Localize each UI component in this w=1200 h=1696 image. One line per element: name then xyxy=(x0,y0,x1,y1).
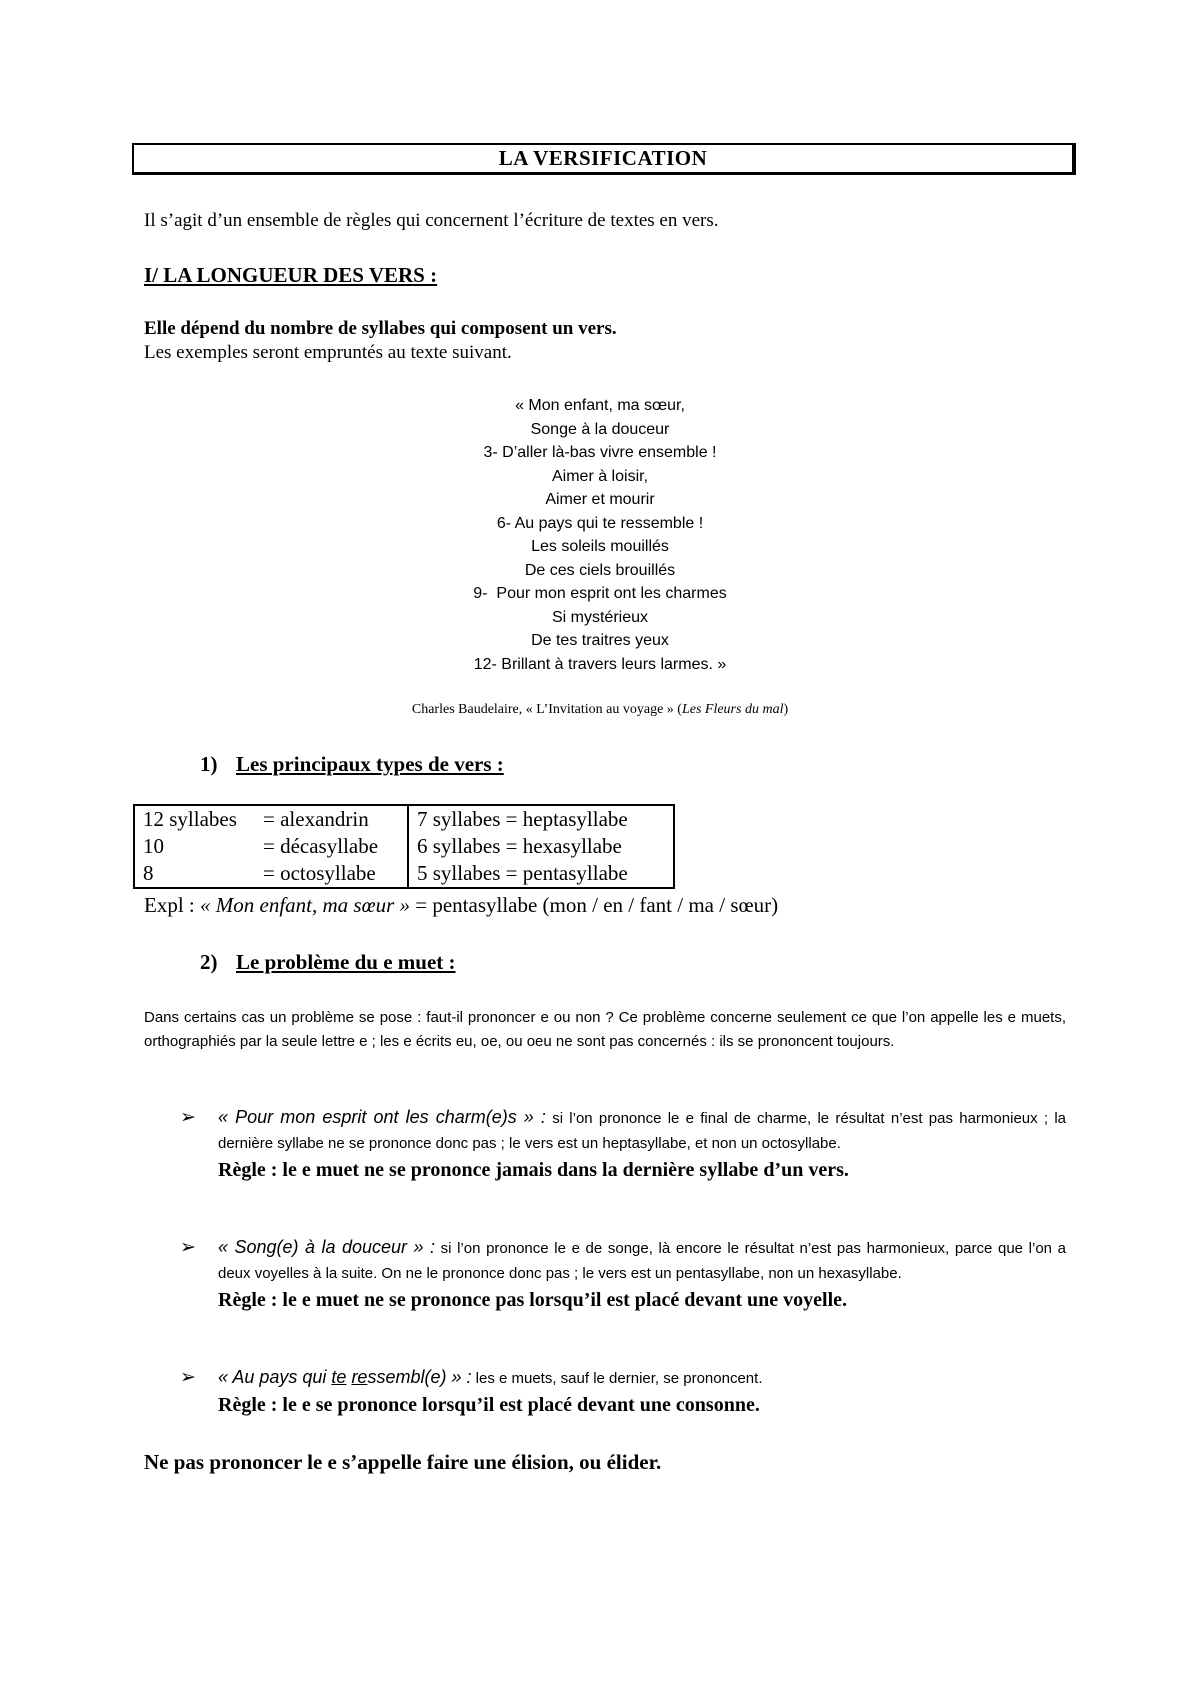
cell-value: = octosyllabe xyxy=(263,861,376,885)
bullet-quote: « Song(e) à la douceur » : xyxy=(218,1237,435,1257)
table-cell xyxy=(134,860,408,888)
subheading-types xyxy=(200,752,504,777)
bullet-item xyxy=(180,1235,1066,1313)
arrow-bullet-icon: ➢ xyxy=(180,1237,196,1258)
poem-line: Songe à la douceur xyxy=(530,420,670,438)
bullet-body xyxy=(218,1235,1066,1313)
bullet-rule: Règle : le e se prononce lorsqu’il est placé devant une consonne. xyxy=(218,1394,760,1416)
e-muet-paragraph: Dans certains cas un problème se pose : faut-il prononcer e ou non ? Ce problème concerne seulement ce que l’on appelle les e muets, orthographiés par la seule lettre e ; les e écrits eu, oe, ou oeu ne sont pas concernés : ils se prononcent toujours. xyxy=(144,1009,1066,1050)
subheading-number: 2) xyxy=(200,950,218,974)
section-examples-line: Les exemples seront empruntés au texte suivant. xyxy=(144,342,512,363)
poem-line: De tes traitres yeux xyxy=(531,632,669,649)
table-cell: 6 syllabes = hexasyllabe xyxy=(417,834,622,858)
subheading-text: Les principaux types de vers : xyxy=(236,752,504,776)
example-line xyxy=(144,893,778,918)
bullet-rule: Règle : le e muet ne se prononce pas lorsqu’il est placé devant une voyelle. xyxy=(218,1289,848,1311)
poem-block xyxy=(300,394,900,676)
table-row xyxy=(134,805,674,833)
cell-value: = alexandrin xyxy=(263,807,369,831)
cell-value: = décasyllabe xyxy=(263,834,379,858)
verse-types-table xyxy=(133,804,675,889)
section-bold-line: Elle dépend du nombre de syllabes qui composent un vers. xyxy=(144,318,617,339)
citation-prefix: Charles Baudelaire, « L’Invitation au voyage » ( xyxy=(411,702,682,717)
quote-part: « Au pays qui xyxy=(218,1367,332,1387)
table-cell xyxy=(134,833,408,860)
quote-underlined: re xyxy=(351,1367,368,1387)
table-cell: 7 syllabes = heptasyllabe xyxy=(417,807,628,831)
poem-line: 6- Au pays qui te ressemble ! xyxy=(496,514,704,532)
poem-line: Aimer et mourir xyxy=(545,491,655,508)
poem-line: « Mon enfant, ma sœur, xyxy=(515,397,685,414)
bullet-item xyxy=(180,1105,1066,1183)
example-suffix: = pentasyllabe (mon / en / fant / ma / sœur) xyxy=(410,893,779,917)
arrow-bullet-icon: ➢ xyxy=(180,1367,196,1388)
subheading-number: 1) xyxy=(200,752,218,776)
table-cell: 5 syllabes = pentasyllabe xyxy=(417,861,628,885)
section-heading-longueur: I/ LA LONGUEUR DES VERS : xyxy=(144,263,438,287)
example-prefix: Expl : xyxy=(144,893,200,917)
arrow-bullet-icon: ➢ xyxy=(180,1107,196,1128)
poem-line: 12- Brillant à travers leurs larmes. » xyxy=(473,655,727,673)
poem-line: Si mystérieux xyxy=(551,608,649,626)
table-row xyxy=(134,860,674,888)
citation-work: Les Fleurs du mal xyxy=(681,702,784,717)
bullet-item xyxy=(180,1365,1066,1418)
poem-line: 3- D’aller là-bas vivre ensemble ! xyxy=(483,444,717,461)
bullet-text: si l’on prononce le e de songe, là encore le résultat n’est pas harmonieux, parce que l’on a deux voyelles à la suite. On ne le prononce donc pas ; le vers est un pentasyllabe, non un hexasyllabe. xyxy=(218,1240,1066,1282)
bullet-quote: « Pour mon esprit ont les charm(e)s » : xyxy=(218,1107,546,1127)
cell-key: 10 xyxy=(143,834,164,858)
bullet-body xyxy=(218,1365,1066,1418)
final-statement: Ne pas prononcer le e s’appelle faire une élision, ou élider. xyxy=(144,1450,662,1474)
poem-line: De ces ciels brouillés xyxy=(524,561,676,579)
bullet-body xyxy=(218,1105,1066,1183)
bullet-rule: Règle : le e muet ne se prononce jamais dans la dernière syllabe d’un vers. xyxy=(218,1159,849,1181)
subheading-text: Le problème du e muet : xyxy=(236,950,456,974)
cell-key: 8 xyxy=(143,861,154,885)
page-title: LA VERSIFICATION xyxy=(132,143,1076,175)
intro-text: Il s’agit d’un ensemble de règles qui concernent l’écriture de textes en vers. xyxy=(144,210,719,231)
bullet-text: si l’on prononce le e final de charme, le résultat n’est pas harmonieux ; la dernière syllabe ne se prononce donc pas ; le vers est un heptasyllabe, et non un octosyllabe. xyxy=(218,1110,1066,1152)
poem-line: 9- Pour mon esprit ont les charmes xyxy=(473,585,727,602)
quote-underlined: te xyxy=(331,1367,347,1387)
bullet-quote xyxy=(218,1367,471,1387)
poem-line: Les soleils mouillés xyxy=(531,538,669,555)
table-cell xyxy=(134,805,408,833)
poem-citation xyxy=(300,702,900,718)
citation-suffix: ) xyxy=(783,702,789,717)
quote-part: ssembl(e) » : xyxy=(367,1367,472,1387)
table-row xyxy=(134,833,674,860)
bullet-text: les e muets, sauf le dernier, se prononcent. xyxy=(471,1370,763,1387)
poem-line: Aimer à loisir, xyxy=(551,467,649,485)
subheading-e-muet xyxy=(200,950,456,975)
cell-key: 12 syllabes xyxy=(143,807,237,831)
example-quote: « Mon enfant, ma sœur » xyxy=(200,893,410,917)
